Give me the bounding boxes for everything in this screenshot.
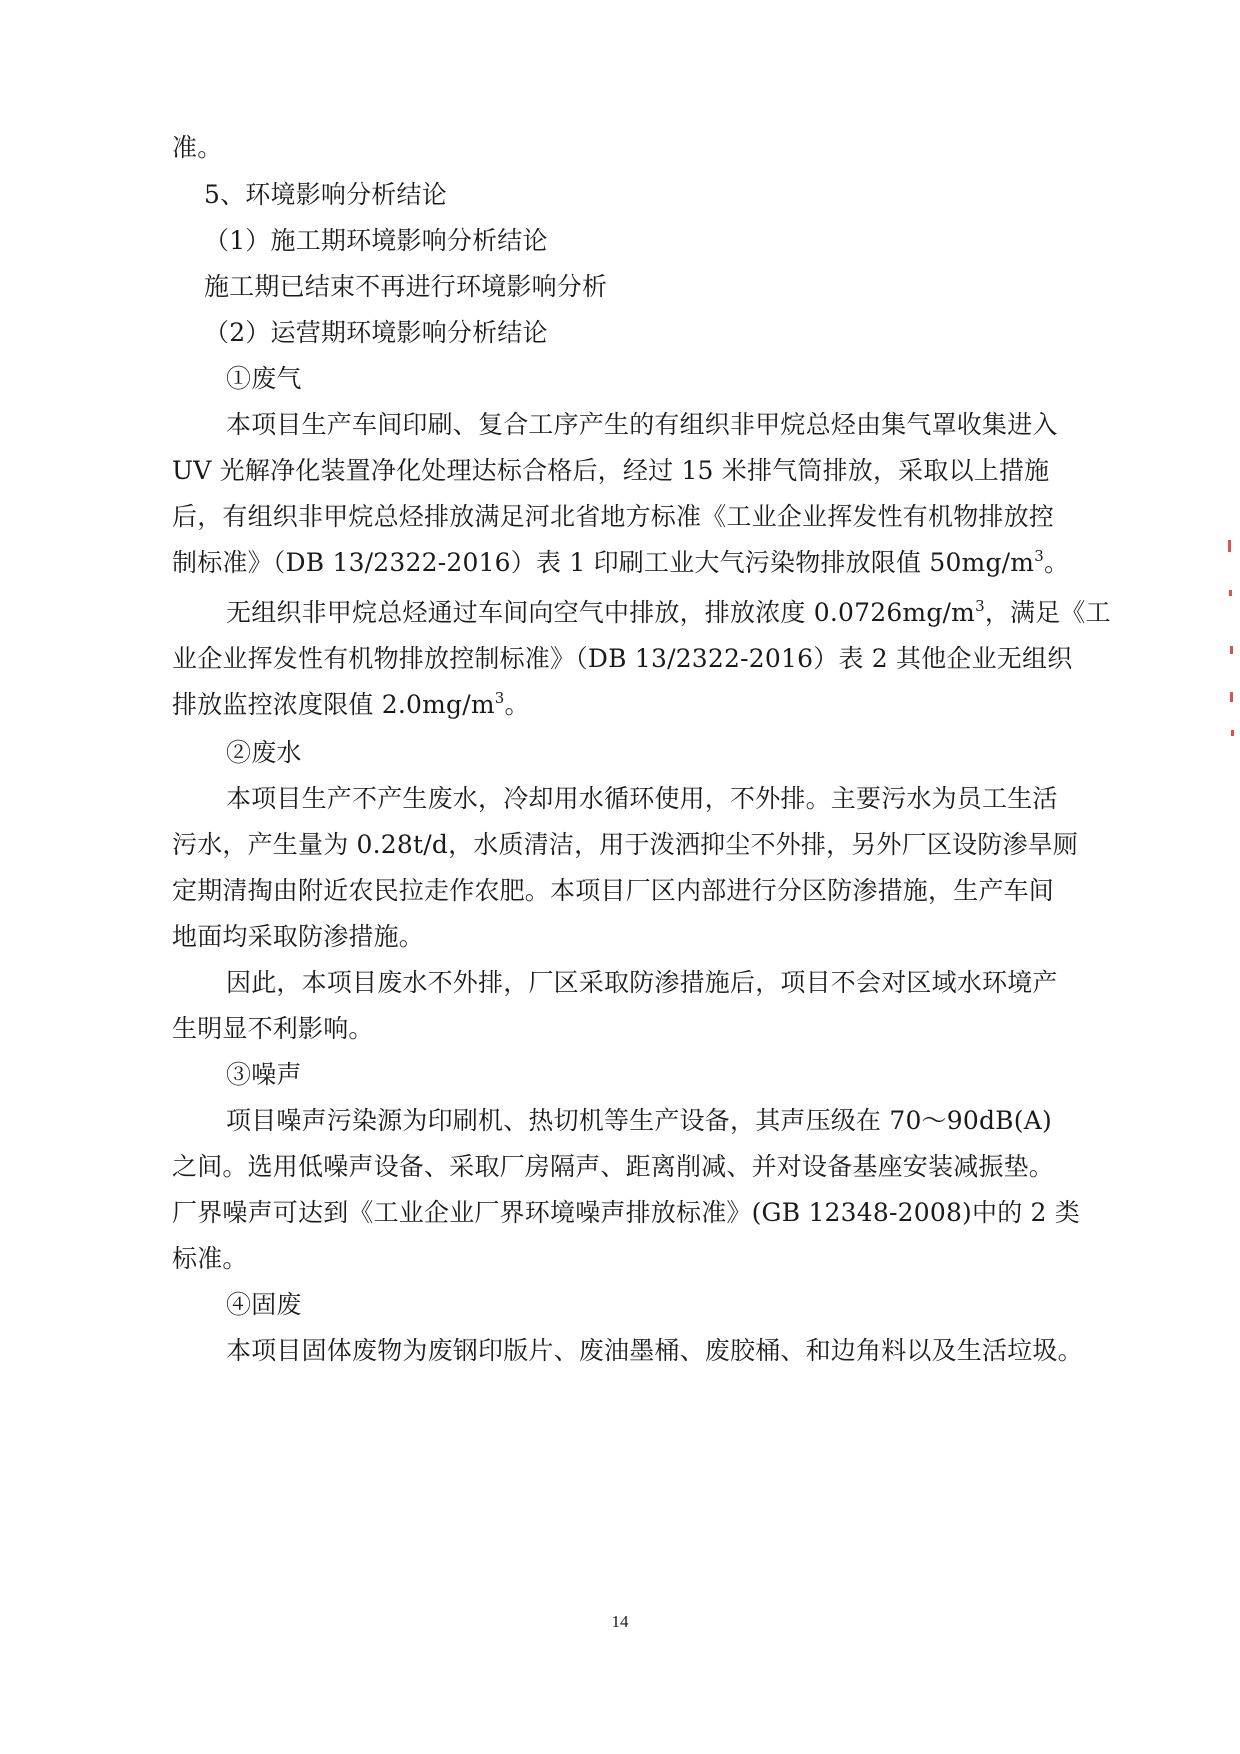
margin-mark <box>1228 540 1231 552</box>
margin-mark <box>1230 646 1233 654</box>
superscript: 3 <box>975 597 985 615</box>
text-line: 本项目固体废物为废钢印版片、废油墨桶、废胶桶、和边角料以及生活垃圾。 <box>226 1336 1083 1365</box>
text-line: 施工期已结束不再进行环境影响分析 <box>204 272 608 301</box>
text-line: 污水，产生量为 0.28t/d，水质清洁，用于泼洒抑尘不外排，另外厂区设防渗旱厕 <box>172 830 1079 859</box>
margin-mark <box>1230 692 1233 702</box>
text-line: UV 光解净化装置净化处理达标合格后，经过 15 米排气筒排放，采取以上措施 <box>172 456 1050 485</box>
text-line <box>172 548 1069 578</box>
text-line: 准。 <box>172 133 223 162</box>
subsection-heading: （2）运营期环境影响分析结论 <box>204 318 548 347</box>
superscript: 3 <box>494 689 505 707</box>
text-line: 本项目生产车间印刷、复合工序产生的有组织非甲烷总烃由集气罩收集进入 <box>226 410 1058 439</box>
text-line: 标准。 <box>172 1244 248 1273</box>
margin-mark <box>1231 730 1234 736</box>
item-heading: ②废水 <box>226 738 302 767</box>
text-line: 因此，本项目废水不外排，厂区采取防渗措施后，项目不会对区域水环境产 <box>226 968 1058 997</box>
text-line <box>226 597 1111 628</box>
text-line: 项目噪声污染源为印刷机、热切机等生产设备，其声压级在 70～90dB(A) <box>226 1106 1052 1135</box>
text-segment: 排放监控浓度限值 2.0mg/m <box>172 690 495 719</box>
text-line: 厂界噪声可达到《工业企业厂界环境噪声排放标准》(GB 12348-2008)中的 2 类 <box>172 1198 1080 1227</box>
text-line: 定期清掏由附近农民拉走作农肥。本项目厂区内部进行分区防渗措施，生产车间 <box>172 876 1055 905</box>
superscript: 3 <box>1034 547 1044 565</box>
text-line: 生明显不利影响。 <box>172 1014 374 1043</box>
text-segment: 。 <box>504 690 530 719</box>
text-segment: ，满足《工 <box>984 598 1111 627</box>
page-number: 14 <box>611 1612 629 1631</box>
text-line <box>172 690 530 720</box>
subsection-heading: （1）施工期环境影响分析结论 <box>204 226 548 255</box>
item-heading: ①废气 <box>226 364 302 393</box>
margin-mark <box>1229 590 1232 596</box>
text-line: 后，有组织非甲烷总烃排放满足河北省地方标准《工业企业挥发性有机物排放控 <box>172 502 1055 531</box>
text-segment: 制标准》（DB 13/2322-2016）表 1 印刷工业大气污染物排放限值 50mg/m <box>172 548 1035 577</box>
text-line: 本项目生产不产生废水，冷却用水循环使用，不外排。主要污水为员工生活 <box>226 784 1058 813</box>
item-heading: ④固废 <box>226 1290 302 1319</box>
text-line: 业企业挥发性有机物排放控制标准》（DB 13/2322-2016）表 2 其他企业无组织 <box>172 644 1073 673</box>
item-heading: ③噪声 <box>226 1060 302 1089</box>
section-heading: 5、环境影响分析结论 <box>204 180 447 209</box>
text-segment: 无组织非甲烷总烃通过车间向空气中排放，排放浓度 0.0726mg/m <box>226 598 976 627</box>
text-line: 之间。选用低噪声设备、采取厂房隔声、距离削减、并对设备基座安装减振垫。 <box>172 1152 1055 1181</box>
text-line: 地面均采取防渗措施。 <box>172 922 425 951</box>
text-segment: 。 <box>1043 548 1070 577</box>
